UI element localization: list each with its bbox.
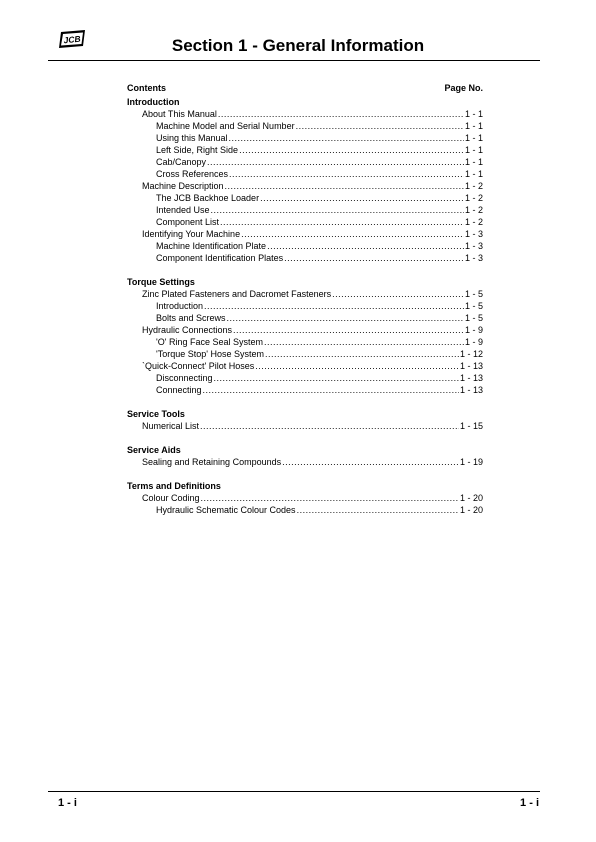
toc-entry-page: 1 - 20 (459, 493, 483, 503)
toc-entry-page: 1 - 1 (464, 157, 483, 167)
toc-entry-title: 'O' Ring Face Seal System (156, 337, 263, 347)
dot-leader (201, 492, 459, 504)
toc-section-title: Introduction (127, 97, 180, 107)
toc-entry-page: 1 - 19 (459, 457, 483, 467)
toc-entry-page: 1 - 2 (464, 193, 483, 203)
toc-section-title: Terms and Definitions (127, 481, 221, 491)
toc-entry-title: Introduction (156, 301, 204, 311)
svg-text:JCB: JCB (63, 33, 82, 46)
toc-entry-title: `Quick-Connect' Pilot Hoses (142, 361, 255, 371)
table-of-contents (127, 82, 483, 516)
dot-leader (227, 312, 464, 324)
dot-leader (229, 168, 464, 180)
page-number-left: 1 - i (58, 797, 77, 809)
toc-entry-title: Numerical List (142, 421, 200, 431)
toc-entry-title: Zinc Plated Fasteners and Dacromet Fasteners (142, 289, 332, 299)
toc-entry[interactable] (127, 216, 483, 228)
toc-entry-page: 1 - 3 (464, 229, 483, 239)
dot-leader (267, 240, 464, 252)
toc-entry-page: 1 - 5 (464, 313, 483, 323)
dot-leader (264, 336, 464, 348)
dot-leader (255, 360, 459, 372)
toc-entry-title: The JCB Backhoe Loader (156, 193, 260, 203)
toc-entry-page: 1 - 12 (459, 349, 483, 359)
toc-entry-page: 1 - 3 (464, 241, 483, 251)
dot-leader (218, 108, 464, 120)
toc-entry-title: Hydraulic Schematic Colour Codes (156, 505, 296, 515)
toc-entry[interactable] (127, 168, 483, 180)
toc-entry[interactable] (127, 120, 483, 132)
page-no-label: Page No. (444, 83, 483, 93)
dot-leader (207, 156, 464, 168)
toc-entry-page: 1 - 9 (464, 337, 483, 347)
dot-leader (225, 180, 464, 192)
toc-entry[interactable] (127, 144, 483, 156)
toc-entry-title: Component Identification Plates (156, 253, 284, 263)
dot-leader (229, 132, 464, 144)
toc-entry-title: 'Torque Stop' Hose System (156, 349, 264, 359)
toc-entry-page: 1 - 13 (459, 385, 483, 395)
dot-leader (241, 228, 464, 240)
toc-entry-page: 1 - 1 (464, 109, 483, 119)
dot-leader (211, 204, 464, 216)
toc-entry-page: 1 - 5 (464, 289, 483, 299)
toc-entry-title: Machine Model and Serial Number (156, 121, 295, 131)
toc-entry-title: Cab/Canopy (156, 157, 207, 167)
toc-section-title: Service Aids (127, 445, 181, 455)
toc-section (127, 408, 483, 432)
toc-entry-page: 1 - 13 (459, 373, 483, 383)
toc-entry[interactable] (127, 204, 483, 216)
toc-entry[interactable] (127, 132, 483, 144)
dot-leader (284, 252, 464, 264)
toc-entry-page: 1 - 1 (464, 133, 483, 143)
toc-entry[interactable] (127, 300, 483, 312)
toc-entry-title: Colour Coding (142, 493, 200, 503)
toc-entry[interactable] (127, 456, 483, 468)
toc-entry-page: 1 - 5 (464, 301, 483, 311)
dot-leader (203, 384, 459, 396)
page-number-right: 1 - i (520, 797, 539, 809)
toc-entry-title: Bolts and Screws (156, 313, 226, 323)
toc-entry[interactable] (127, 288, 483, 300)
dot-leader (260, 192, 464, 204)
toc-section (127, 480, 483, 516)
toc-section-title: Service Tools (127, 409, 185, 419)
toc-entry-page: 1 - 9 (464, 325, 483, 335)
dot-leader (214, 372, 459, 384)
header-rule (48, 60, 540, 61)
toc-entry[interactable] (127, 372, 483, 384)
toc-entry[interactable] (127, 180, 483, 192)
toc-entry[interactable] (127, 384, 483, 396)
toc-entry-title: Machine Identification Plate (156, 241, 267, 251)
toc-entry[interactable] (127, 252, 483, 264)
toc-entry-page: 1 - 2 (464, 181, 483, 191)
dot-leader (296, 120, 464, 132)
toc-entry-title: Machine Description (142, 181, 224, 191)
toc-entry[interactable] (127, 108, 483, 120)
toc-entry-page: 1 - 3 (464, 253, 483, 263)
toc-entry[interactable] (127, 504, 483, 516)
toc-section (127, 276, 483, 396)
dot-leader (282, 456, 459, 468)
toc-entry-title: Intended Use (156, 205, 210, 215)
toc-entry-page: 1 - 2 (464, 205, 483, 215)
dot-leader (200, 420, 459, 432)
toc-entry[interactable] (127, 336, 483, 348)
dot-leader (233, 324, 464, 336)
toc-entry-title: Sealing and Retaining Compounds (142, 457, 282, 467)
toc-entry-title: Connecting (156, 385, 202, 395)
toc-entry[interactable] (127, 240, 483, 252)
toc-sections (127, 96, 483, 516)
toc-entry-title: Using this Manual (156, 133, 228, 143)
toc-entry[interactable] (127, 492, 483, 504)
toc-entry[interactable] (127, 348, 483, 360)
toc-entry-title: Cross References (156, 169, 229, 179)
toc-entry[interactable] (127, 324, 483, 336)
dot-leader (239, 144, 464, 156)
toc-entry-title: Disconnecting (156, 373, 213, 383)
toc-section (127, 444, 483, 468)
toc-entry[interactable] (127, 420, 483, 432)
toc-entry-title: Hydraulic Connections (142, 325, 233, 335)
toc-entry[interactable] (127, 228, 483, 240)
toc-entry[interactable] (127, 192, 483, 204)
toc-section-title: Torque Settings (127, 277, 195, 287)
toc-entry[interactable] (127, 312, 483, 324)
toc-header (127, 82, 483, 95)
toc-entry[interactable] (127, 360, 483, 372)
toc-entry-title: Component List (156, 217, 220, 227)
page-title: Section 1 - General Information (171, 36, 425, 55)
toc-entry-title: Left Side, Right Side (156, 145, 239, 155)
toc-entry-page: 1 - 15 (459, 421, 483, 431)
toc-entry-page: 1 - 1 (464, 121, 483, 131)
dot-leader (265, 348, 459, 360)
dot-leader (297, 504, 459, 516)
dot-leader (220, 216, 464, 228)
toc-entry-page: 1 - 1 (464, 145, 483, 155)
dot-leader (204, 300, 464, 312)
toc-entry-page: 1 - 2 (464, 217, 483, 227)
dot-leader (332, 288, 464, 300)
toc-entry-page: 1 - 13 (459, 361, 483, 371)
toc-entry[interactable] (127, 156, 483, 168)
contents-label: Contents (127, 83, 166, 93)
footer-rule (48, 791, 540, 792)
toc-entry-title: Identifying Your Machine (142, 229, 241, 239)
toc-entry-title: About This Manual (142, 109, 217, 119)
toc-entry-page: 1 - 20 (459, 505, 483, 515)
toc-section (127, 96, 483, 264)
toc-entry-page: 1 - 1 (464, 169, 483, 179)
